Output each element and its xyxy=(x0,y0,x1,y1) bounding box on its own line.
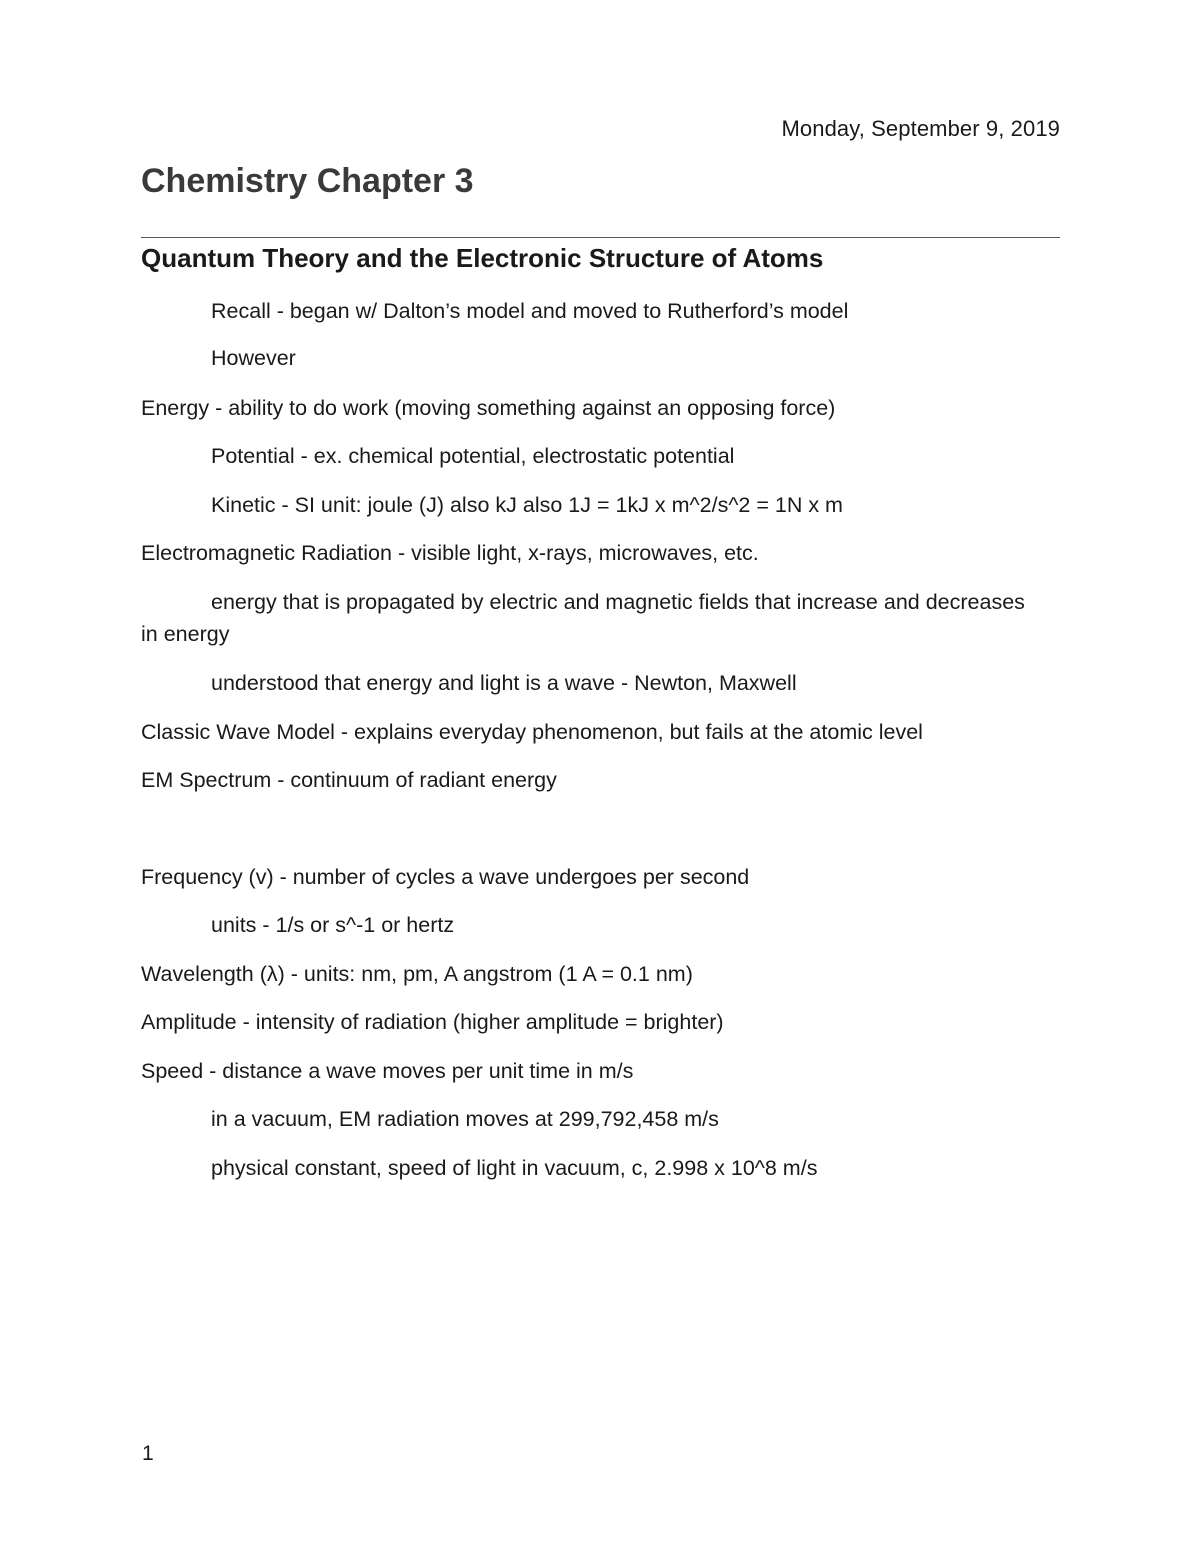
section-heading: Quantum Theory and the Electronic Structure of Atoms xyxy=(141,243,824,273)
date-header: Monday, September 9, 2019 xyxy=(781,116,1060,141)
note-line-frequency-units: units - 1/s or s^-1 or hertz xyxy=(211,913,455,937)
note-line-vacuum: in a vacuum, EM radiation moves at 299,792,458 m/s xyxy=(211,1107,719,1131)
note-line-amplitude: Amplitude - intensity of radiation (higher amplitude = brighter) xyxy=(141,1010,724,1034)
note-line-recall: Recall - began w/ Dalton’s model and moved to Rutherford’s model xyxy=(211,299,849,323)
title-divider xyxy=(141,237,1060,238)
note-line-however: However xyxy=(211,346,296,370)
note-line-understood: understood that energy and light is a wave - Newton, Maxwell xyxy=(211,671,797,695)
note-line-wavelength: Wavelength (λ) - units: nm, pm, A angstrom (1 A = 0.1 nm) xyxy=(141,962,693,986)
note-line-energy: Energy - ability to do work (moving something against an opposing force) xyxy=(141,396,836,420)
page-number: 1 xyxy=(142,1442,154,1465)
note-line-kinetic: Kinetic - SI unit: joule (J) also kJ also 1J = 1kJ x m^2/s^2 = 1N x m xyxy=(211,493,843,517)
note-line-frequency: Frequency (v) - number of cycles a wave undergoes per second xyxy=(141,865,750,889)
note-line-speed: Speed - distance a wave moves per unit time in m/s xyxy=(141,1059,634,1083)
note-line-em-spectrum: EM Spectrum - continuum of radiant energy xyxy=(141,768,557,792)
note-line-potential: Potential - ex. chemical potential, electrostatic potential xyxy=(211,444,735,468)
note-line-em-radiation: Electromagnetic Radiation - visible light, x-rays, microwaves, etc. xyxy=(141,541,759,565)
page-title: Chemistry Chapter 3 xyxy=(141,162,474,200)
note-line-classic-wave: Classic Wave Model - explains everyday phenomenon, but fails at the atomic level xyxy=(141,720,923,744)
note-line-em-energy: energy that is propagated by electric and magnetic fields that increase and decreases in energy xyxy=(141,590,1025,646)
note-line-constant: physical constant, speed of light in vacuum, c, 2.998 x 10^8 m/s xyxy=(211,1156,818,1180)
